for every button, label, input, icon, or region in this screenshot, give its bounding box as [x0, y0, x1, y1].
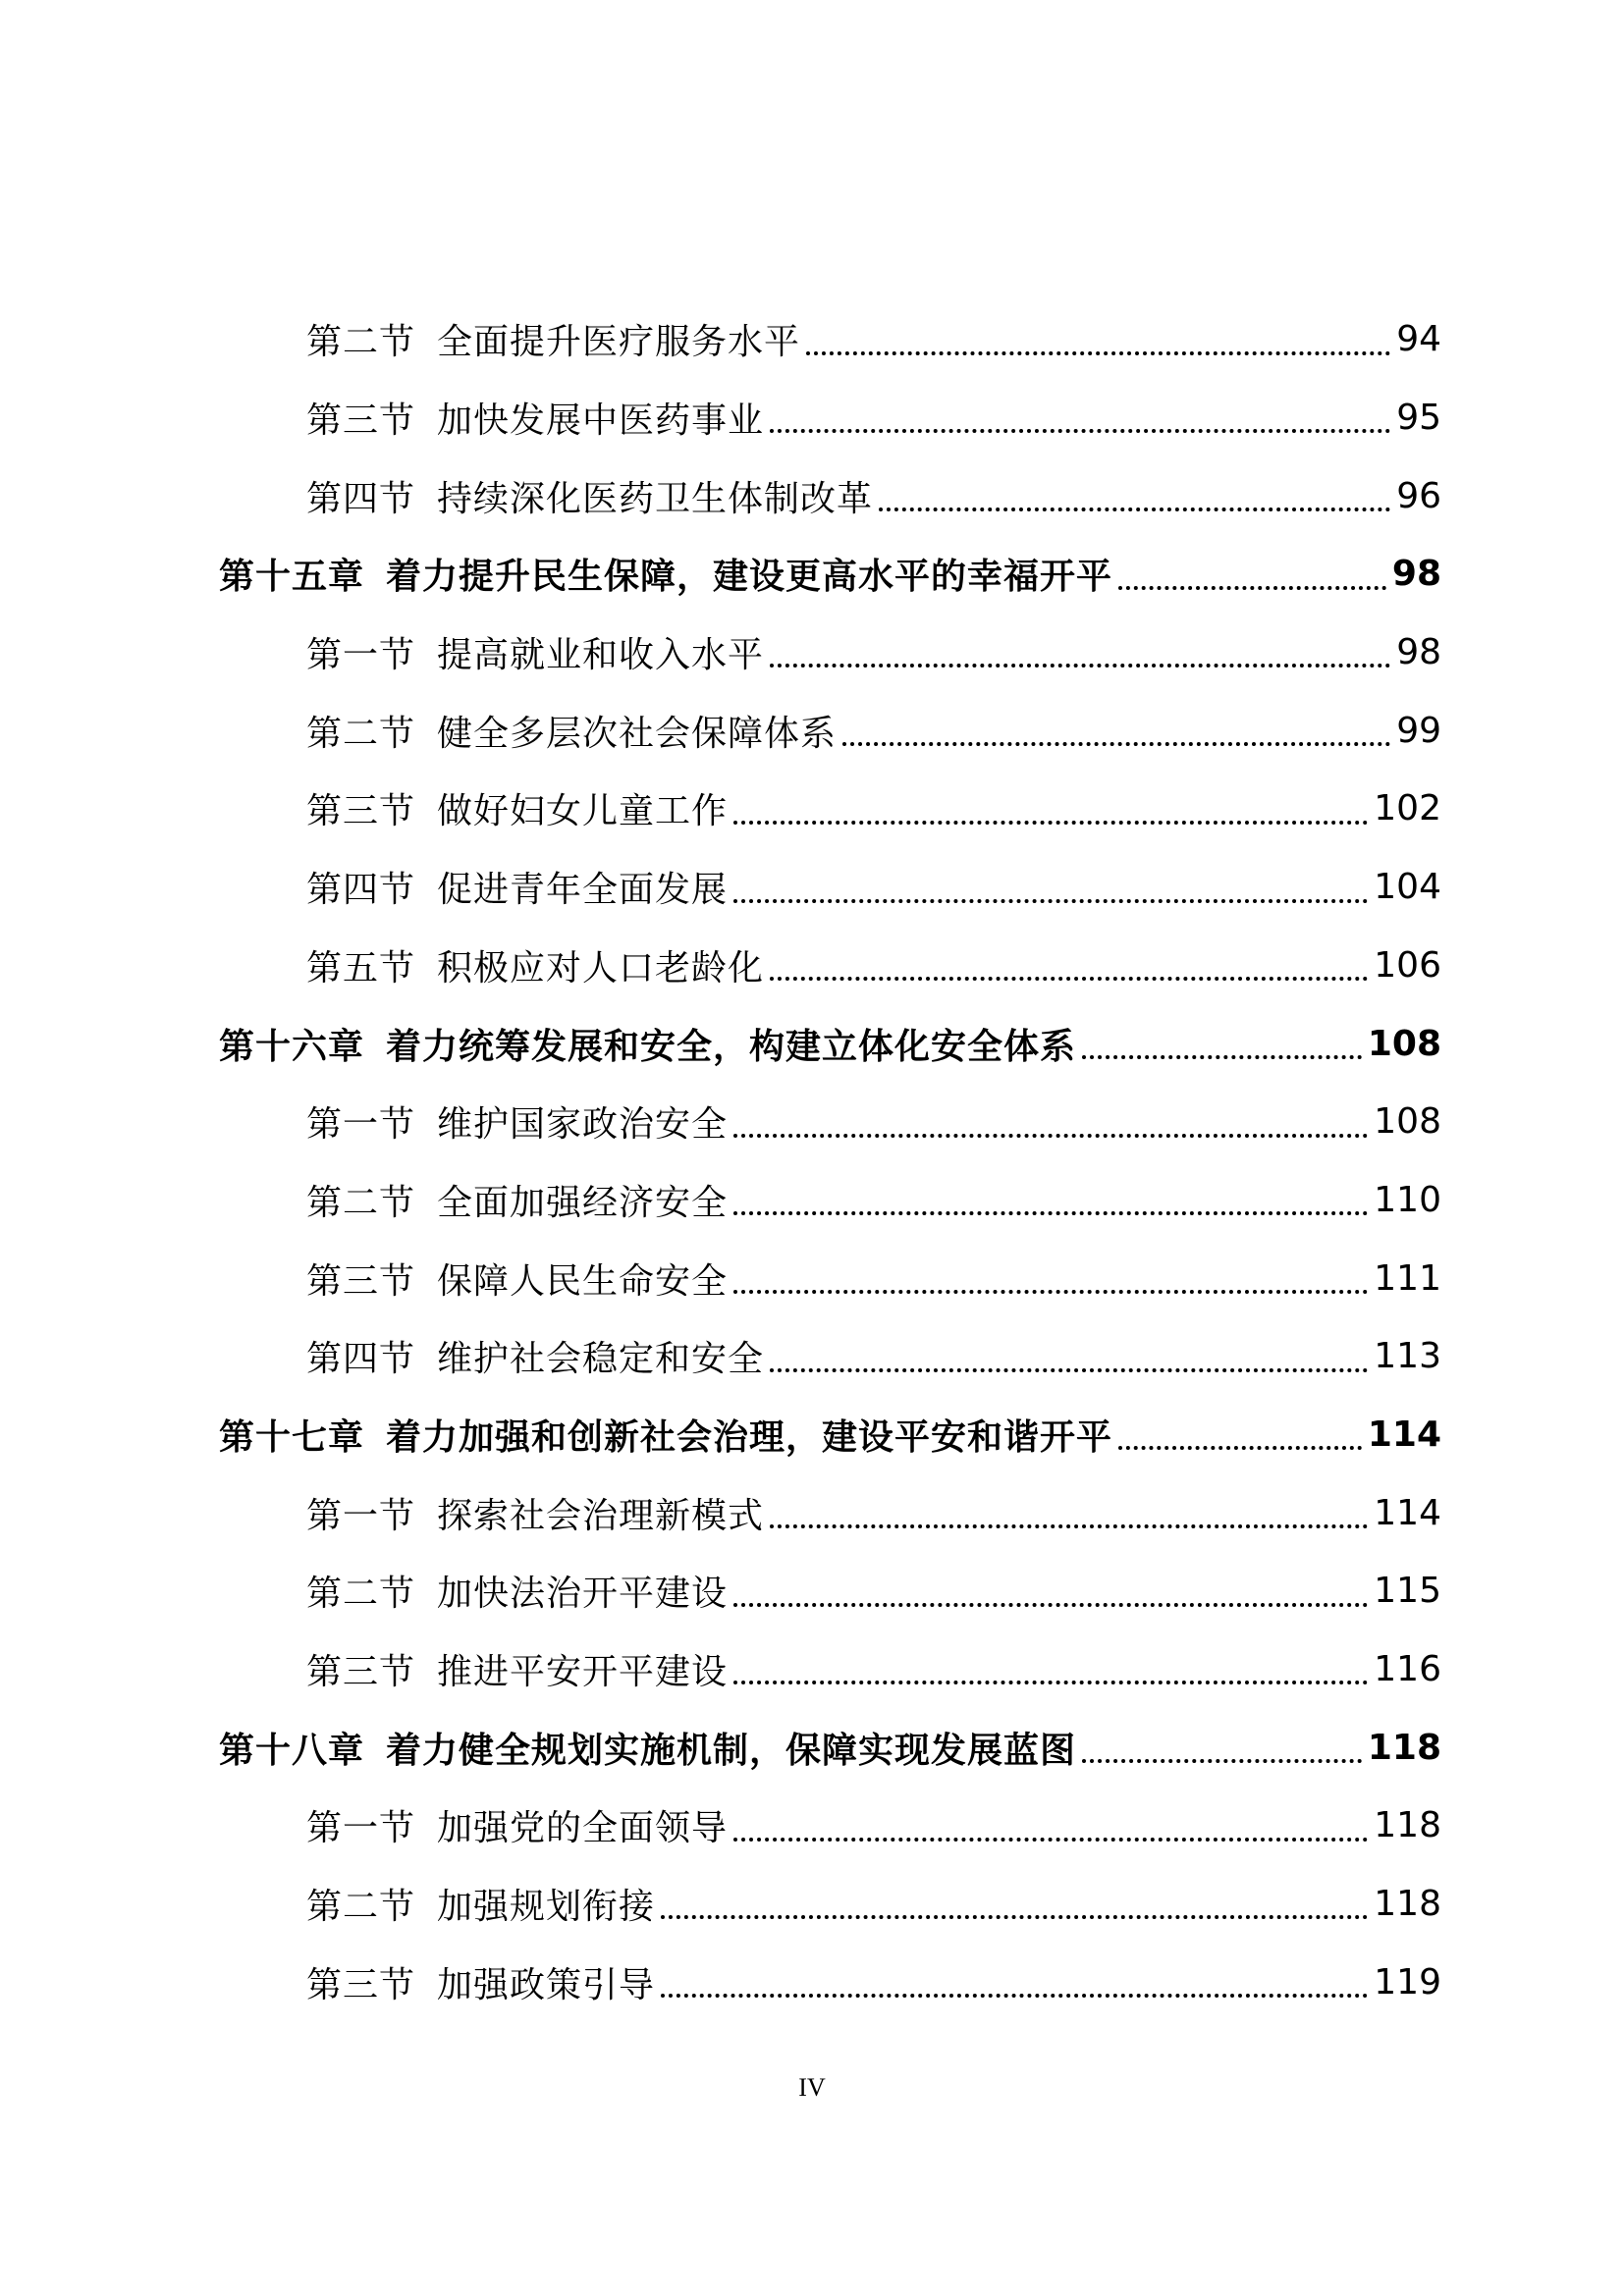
- toc-entry-number: 第五节: [306, 947, 416, 988]
- toc-entry-number: 第二节: [306, 1887, 416, 1928]
- toc-entry-number: 第一节: [306, 1495, 416, 1536]
- dot-leader: [733, 1681, 1368, 1684]
- toc-entry-page: 99: [1396, 710, 1441, 751]
- dot-leader: [733, 1290, 1368, 1294]
- toc-entry-title: 保障人民生命安全: [437, 1260, 729, 1302]
- toc-section-entry[interactable]: [0, 1943, 1624, 2021]
- dot-leader: [842, 742, 1390, 746]
- toc-entry-number: 第三节: [306, 791, 416, 832]
- dot-leader: [1118, 586, 1386, 590]
- toc-entry-title: 探索社会治理新模式: [437, 1495, 765, 1536]
- toc-section-entry[interactable]: [0, 1630, 1624, 1709]
- toc-entry-label: [306, 314, 800, 364]
- toc-entry-number: 第三节: [306, 1652, 416, 1693]
- toc-section-entry[interactable]: [0, 1473, 1624, 1552]
- toc-entry-label: [306, 1254, 728, 1304]
- toc-entry-title: 着力健全规划实施机制，保障实现发展蓝图: [386, 1730, 1077, 1771]
- toc-entry-label: [306, 627, 764, 677]
- toc-section-entry[interactable]: [0, 1787, 1624, 1865]
- dot-leader: [733, 1134, 1368, 1138]
- toc-entry-title: 做好妇女儿童工作: [437, 791, 729, 832]
- toc-entry-title: 持续深化医药卫生体制改革: [437, 478, 874, 519]
- toc-entry-number: 第二节: [306, 1182, 416, 1223]
- toc-entry-title: 着力提升民生保障，建设更高水平的幸福开平: [386, 557, 1113, 598]
- toc-section-entry[interactable]: [0, 1239, 1624, 1317]
- toc-entry-title: 加强政策引导: [437, 1964, 656, 2005]
- toc-entry-label: [306, 1488, 764, 1538]
- toc-entry-number: 第十八章: [219, 1730, 365, 1771]
- dot-leader: [661, 1994, 1368, 1998]
- toc-section-entry[interactable]: [0, 848, 1624, 927]
- dot-leader: [1082, 1055, 1362, 1059]
- toc-section-entry[interactable]: [0, 456, 1624, 535]
- toc-entry-label: [306, 1331, 764, 1381]
- toc-entry-title: 着力加强和创新社会治理，建设平安和谐开平: [386, 1416, 1113, 1458]
- dot-leader: [806, 351, 1390, 355]
- dot-leader: [733, 1838, 1368, 1842]
- toc-entry-title: 提高就业和收入水平: [437, 635, 765, 676]
- toc-entry-label: [306, 1096, 728, 1147]
- toc-entry-title: 加强规划衔接: [437, 1887, 656, 1928]
- toc-section-entry[interactable]: [0, 1317, 1624, 1396]
- dot-leader: [733, 1603, 1368, 1607]
- toc-entry-label: [306, 1175, 728, 1225]
- toc-entry-label: [306, 706, 837, 756]
- toc-entry-title: 积极应对人口老龄化: [437, 947, 765, 988]
- toc-entry-number: 第一节: [306, 1104, 416, 1146]
- toc-entry-label: [306, 940, 764, 990]
- toc-entry-page: 118: [1374, 1884, 1441, 1925]
- toc-section-entry[interactable]: [0, 691, 1624, 770]
- page-number: IV: [798, 2073, 826, 2102]
- toc-entry-label: [306, 783, 728, 833]
- toc-entry-title: 维护国家政治安全: [437, 1104, 729, 1146]
- dot-leader: [770, 1368, 1368, 1372]
- toc-entry-number: 第十七章: [219, 1416, 365, 1458]
- toc-entry-number: 第三节: [306, 1260, 416, 1302]
- toc-entry-page: 115: [1374, 1571, 1441, 1612]
- toc-entry-label: [306, 1566, 728, 1616]
- dot-leader: [1082, 1759, 1362, 1763]
- toc-section-entry[interactable]: [0, 927, 1624, 1005]
- toc-chapter-entry[interactable]: [0, 1004, 1624, 1083]
- toc-entry-page: 96: [1396, 475, 1441, 516]
- toc-entry-page: 94: [1396, 319, 1441, 360]
- toc-entry-title: 推进平安开平建设: [437, 1652, 729, 1693]
- toc-entry-number: 第十五章: [219, 557, 365, 598]
- toc-chapter-entry[interactable]: [0, 1708, 1624, 1787]
- toc-entry-number: 第四节: [306, 478, 416, 519]
- toc-entry-page: 118: [1374, 1805, 1441, 1846]
- toc-entry-number: 第二节: [306, 322, 416, 363]
- toc-entry-label: [306, 1644, 728, 1694]
- toc-entry-label: [306, 1957, 655, 2007]
- toc-entry-title: 全面加强经济安全: [437, 1182, 729, 1223]
- toc-entry-number: 第四节: [306, 1339, 416, 1380]
- toc-section-entry[interactable]: [0, 1552, 1624, 1630]
- toc-entry-number: 第三节: [306, 1964, 416, 2005]
- toc-entry-page: 106: [1374, 944, 1441, 986]
- dot-leader: [1118, 1446, 1362, 1450]
- toc-chapter-entry[interactable]: [0, 535, 1624, 614]
- toc-entry-page: 108: [1367, 1023, 1441, 1064]
- toc-entry-page: 95: [1396, 398, 1441, 439]
- toc-entry-number: 第一节: [306, 1808, 416, 1849]
- toc-entry-label: [219, 1723, 1076, 1773]
- toc-entry-title: 加快法治开平建设: [437, 1574, 729, 1615]
- toc-section-entry[interactable]: [0, 614, 1624, 692]
- toc-entry-page: 110: [1374, 1179, 1441, 1220]
- toc-entry-label: [219, 1410, 1112, 1460]
- toc-entry-page: 108: [1374, 1101, 1441, 1143]
- toc-entry-label: [219, 549, 1112, 599]
- dot-leader: [733, 1211, 1368, 1215]
- toc-entry-number: 第一节: [306, 635, 416, 676]
- toc-section-entry[interactable]: [0, 770, 1624, 848]
- toc-entry-label: [306, 862, 728, 912]
- toc-entry-page: 114: [1367, 1414, 1441, 1455]
- dot-leader: [770, 664, 1390, 667]
- toc-entry-number: 第二节: [306, 713, 416, 754]
- toc-entry-number: 第四节: [306, 870, 416, 911]
- dot-leader: [770, 977, 1368, 981]
- table-of-contents: [0, 300, 1624, 2021]
- toc-entry-number: 第二节: [306, 1574, 416, 1615]
- toc-entry-page: 98: [1391, 554, 1441, 595]
- toc-entry-title: 健全多层次社会保障体系: [437, 713, 838, 754]
- toc-entry-label: [306, 393, 764, 443]
- toc-entry-title: 着力统筹发展和安全，构建立体化安全体系: [386, 1026, 1077, 1067]
- toc-entry-page: 118: [1367, 1727, 1441, 1768]
- toc-entry-label: [219, 1019, 1076, 1069]
- toc-section-entry[interactable]: [0, 300, 1624, 379]
- toc-entry-label: [306, 1800, 728, 1850]
- toc-entry-page: 104: [1374, 867, 1441, 908]
- toc-section-entry[interactable]: [0, 1161, 1624, 1240]
- dot-leader: [770, 429, 1390, 433]
- toc-entry-page: 111: [1374, 1257, 1441, 1299]
- toc-entry-title: 促进青年全面发展: [437, 870, 729, 911]
- toc-entry-page: 98: [1396, 632, 1441, 673]
- toc-section-entry[interactable]: [0, 1865, 1624, 1944]
- toc-entry-page: 102: [1374, 788, 1441, 829]
- toc-entry-page: 116: [1374, 1649, 1441, 1690]
- toc-entry-page: 113: [1374, 1336, 1441, 1377]
- toc-section-entry[interactable]: [0, 379, 1624, 457]
- dot-leader: [733, 821, 1368, 825]
- dot-leader: [661, 1915, 1368, 1919]
- toc-entry-number: 第三节: [306, 400, 416, 442]
- toc-section-entry[interactable]: [0, 1083, 1624, 1161]
- toc-entry-page: 119: [1374, 1961, 1441, 2002]
- toc-entry-title: 加强党的全面领导: [437, 1808, 729, 1849]
- dot-leader: [770, 1524, 1368, 1528]
- dot-leader: [879, 507, 1390, 511]
- toc-entry-title: 维护社会稳定和安全: [437, 1339, 765, 1380]
- toc-entry-number: 第十六章: [219, 1026, 365, 1067]
- toc-chapter-entry[interactable]: [0, 1396, 1624, 1474]
- toc-entry-title: 全面提升医疗服务水平: [437, 322, 801, 363]
- toc-entry-label: [306, 1879, 655, 1929]
- toc-entry-label: [306, 471, 873, 521]
- dot-leader: [733, 899, 1368, 903]
- toc-entry-page: 114: [1374, 1492, 1441, 1533]
- toc-entry-title: 加快发展中医药事业: [437, 400, 765, 442]
